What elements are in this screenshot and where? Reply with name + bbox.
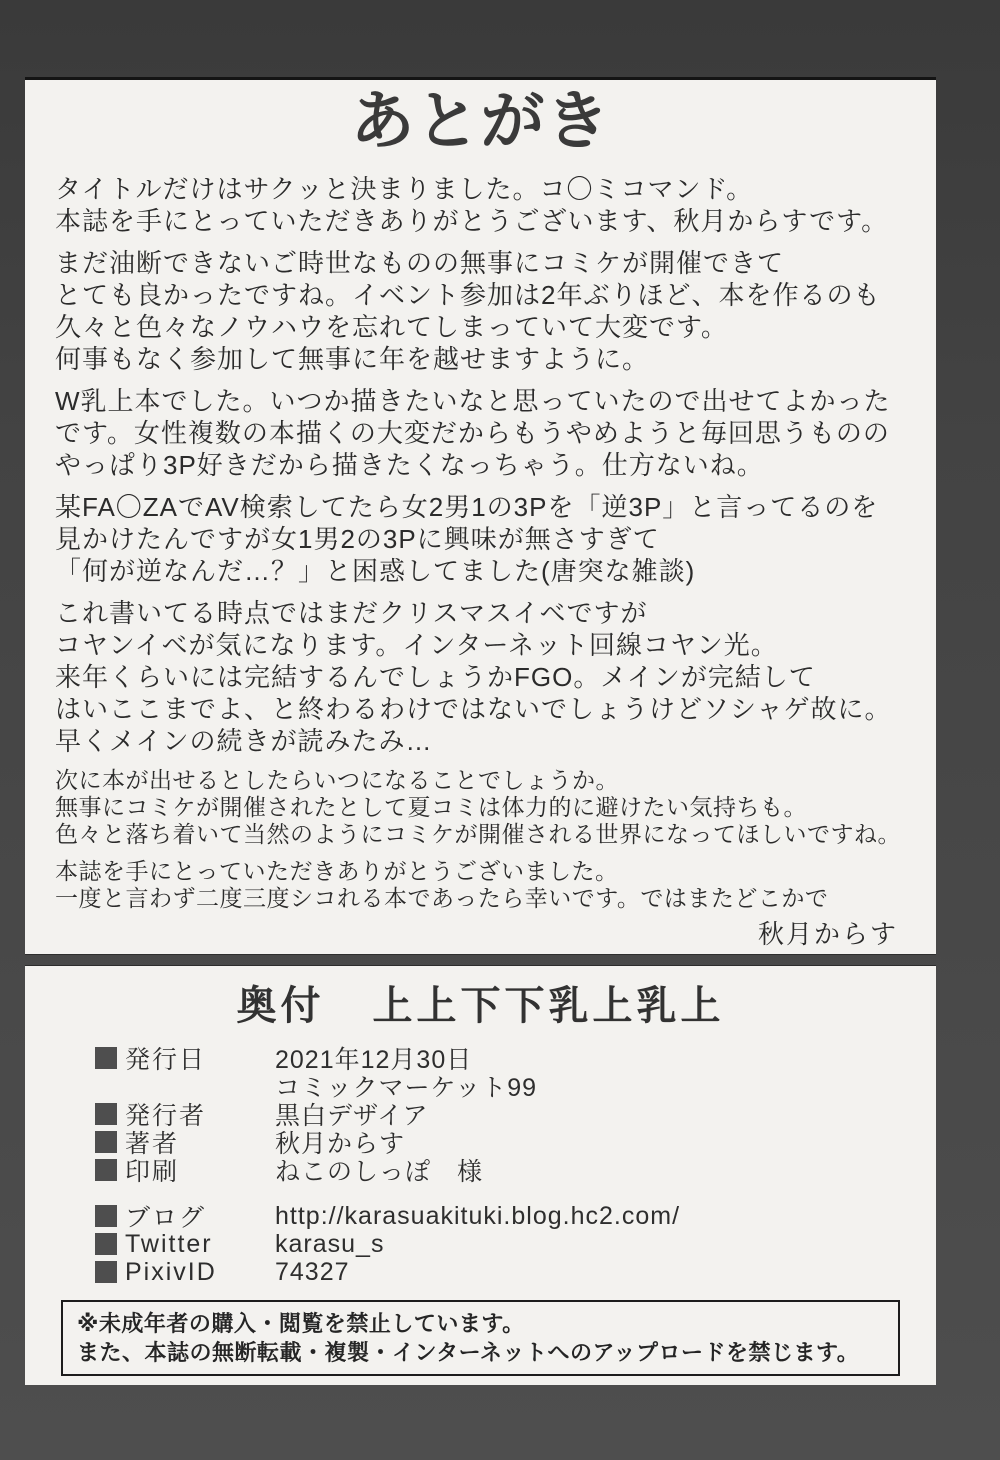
row-value: 秋月からす: [275, 1130, 406, 1158]
text-line: 無事にコミケが開催されたとして夏コミは体力的に避けたい気持ちも。: [55, 794, 807, 820]
text-line: コヤンイベが気になります。インターネット回線コヤン光。: [55, 630, 778, 660]
colophon-row-blog: [95, 1202, 936, 1230]
text-line: 見かけたんですが女1男2の3Pに興味が無さすぎて: [55, 524, 660, 554]
text-line: 「何が逆なんだ…？」と困惑してました(唐突な雑談): [55, 556, 696, 586]
afterword-paragraph: [55, 491, 918, 587]
bullet-square-icon: [95, 1261, 117, 1283]
text-line: 来年くらいには完結するんでしょうかFGO。メインが完結して: [55, 662, 816, 692]
afterword-paragraph: [55, 858, 918, 912]
text-line: 一度と言わず二度三度シコれる本であったら幸いです。ではまたどこかで: [55, 885, 829, 911]
text-line: これ書いてる時点ではまだクリスマスイベですが: [55, 598, 648, 628]
text-line: やっぱり3P好きだから描きたくなっちゃう。仕方ないね。: [55, 450, 764, 480]
text-line: 本誌を手にとっていただきありがとうございます、秋月からすです。: [55, 206, 889, 236]
notice-box: [61, 1300, 900, 1376]
row-label: 著者: [125, 1130, 180, 1158]
text-line: 色々と落ち着いて当然のようにコミケが開催される世界になってほしいですね。: [55, 821, 901, 847]
row-value-pixiv-id: 74327: [275, 1257, 350, 1286]
bullet-square-icon: [95, 1205, 117, 1227]
text-line: 早くメインの続きが読みたみ…: [55, 726, 433, 756]
colophon-row-printer: [95, 1156, 936, 1184]
afterword-paragraph: [55, 247, 918, 375]
bullet-square-icon: [95, 1047, 117, 1069]
text-line: タイトルだけはサクッと決まりました。コ〇ミコマンド。: [55, 174, 754, 204]
colophon-title: [25, 984, 936, 1028]
bullet-square-icon: [95, 1131, 117, 1153]
text-line: 某FA〇ZAでAV検索してたら女2男1の3Pを「逆3P」と言ってるのを: [55, 492, 879, 522]
colophon-links-rows: [25, 1202, 936, 1286]
row-value: ねこのしっぽ 様: [275, 1158, 484, 1186]
bullet-square-icon: [95, 1159, 117, 1181]
afterword-paragraph: [55, 767, 918, 848]
row-label: 発行者: [125, 1102, 207, 1130]
text-line: 次に本が出せるとしたらいつになることでしょうか。: [55, 767, 619, 793]
colophon-title-book-name: 上上下下乳上乳上: [372, 984, 725, 1028]
text-line: です。女性複数の本描くの大変だからもうやめようと毎回思うものの: [55, 418, 890, 448]
afterword-body: [25, 173, 936, 950]
text-line: 久々と色々なノウハウを忘れてしまっていて大変です。: [55, 312, 728, 342]
row-label: PixivID: [125, 1257, 217, 1286]
bullet-square-icon: [95, 1103, 117, 1125]
afterword-paragraph: [55, 385, 918, 481]
text-line: はいここまでよ、と終わるわけではないでしょうけどソシャゲ故に。: [55, 694, 892, 724]
colophon-row-pixiv: [95, 1258, 936, 1286]
colophon-info-rows: [25, 1044, 936, 1184]
colophon-title-label: 奥付: [236, 984, 325, 1028]
row-value-blog-url: http://karasuakituki.blog.hc2.com/: [275, 1201, 681, 1230]
text-line: 何事もなく参加して無事に年を越せますように。: [55, 344, 650, 374]
row-label: 印刷: [125, 1158, 180, 1186]
text-line: とても良かったですね。イベント参加は2年ぶりほど、本を作るのも: [55, 280, 881, 310]
notice-line: また、本誌の無断転載・複製・インターネットへのアップロードを禁じます。: [77, 1340, 860, 1365]
text-line: まだ油断できないご時世なものの無事にコミケが開催できて: [55, 248, 785, 278]
text-line: 本誌を手にとっていただきありがとうございました。: [55, 858, 619, 884]
row-value: コミックマーケット99: [275, 1074, 538, 1102]
row-value: 2021年12月30日: [275, 1046, 473, 1074]
row-label: 発行日: [125, 1046, 207, 1074]
colophon-row-twitter: [95, 1230, 936, 1258]
colophon-section: [25, 965, 936, 1385]
afterword-title: あとがき: [350, 85, 611, 157]
afterword-section: [25, 77, 936, 954]
afterword-paragraph: [55, 597, 918, 757]
afterword-signature: 秋月からす: [757, 919, 898, 949]
bullet-square-icon: [95, 1233, 117, 1255]
notice-line: ※未成年者の購入・閲覧を禁止しています。: [77, 1311, 525, 1336]
row-value: 黒白デザイア: [275, 1102, 429, 1130]
text-line: W乳上本でした。いつか描きたいなと思っていたので出せてよかった: [55, 386, 891, 416]
row-label: Twitter: [125, 1229, 213, 1258]
row-label: ブログ: [125, 1204, 207, 1232]
row-value-twitter-handle: karasu_s: [275, 1229, 385, 1258]
afterword-paragraph: [55, 173, 918, 237]
